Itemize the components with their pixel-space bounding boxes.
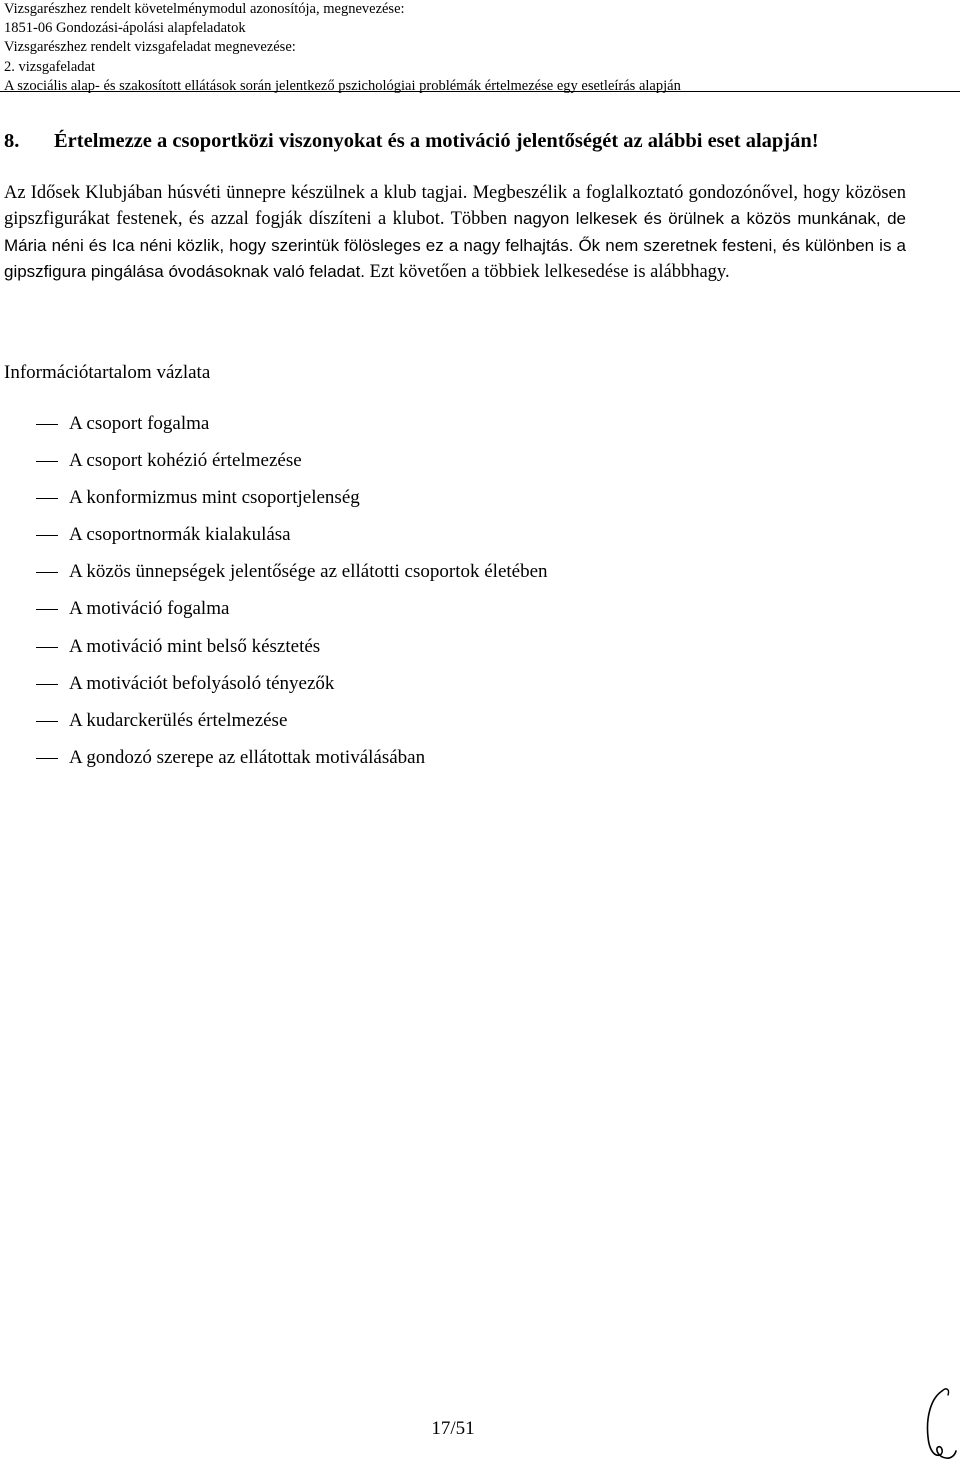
list-item [36, 522, 548, 559]
dash-bullet-icon [36, 721, 58, 722]
list-item-text: A konformizmus mint csoportjelenség [69, 487, 360, 509]
page-number: 17/51 [431, 1418, 475, 1439]
task-instruction: Értelmezze a csoportközi viszonyokat és a motiváció jelentőségét az alábbi eset alapján! [54, 130, 819, 152]
header-line-task-number: 2. vizsgafeladat [4, 58, 95, 75]
document-header [4, 0, 954, 96]
list-item-text: A csoport kohézió értelmezése [69, 450, 302, 472]
outline-heading: Információtartalom vázlata [4, 362, 211, 383]
outline-list [36, 411, 548, 782]
header-line-task-name: A szociális alap- és szakosított ellátások során jelentkező pszichológiai problémák értelmezése egy esetleírás alapján [4, 77, 681, 94]
list-item [36, 671, 548, 708]
case-text-part-3: Ezt követően a többiek lelkesedése is alábbhagy. [365, 262, 730, 283]
dash-bullet-icon [36, 609, 58, 610]
dash-bullet-icon [36, 572, 58, 573]
dash-bullet-icon [36, 461, 58, 462]
list-item [36, 448, 548, 485]
case-text-part-1: Az Idősek Klubjában húsvéti ünnepre készülnek a klub tagjai. Megbeszélik a foglalkoztató gondozónővel, hogy közösen gipszfigurákat festenek, és azzal fogják díszíteni a klubot. Többen [4, 183, 906, 230]
dash-bullet-icon [36, 684, 58, 685]
list-item [36, 634, 548, 671]
header-divider [0, 91, 960, 92]
header-line-module-name: 1851-06 Gondozási-ápolási alapfeladatok [4, 20, 246, 37]
list-item [36, 485, 548, 522]
list-item-text: A közös ünnepségek jelentősége az ellátotti csoportok életében [69, 561, 548, 583]
list-item-text: A motiváció mint belső késztetés [69, 635, 321, 657]
task-title [4, 128, 954, 154]
task-number: 8. [4, 130, 20, 152]
case-text-part-2: nagyon lelkesek és örülnek a közös munkának, de Mária néni és Ica néni közlik, hogy szerintük fölösleges ez a nagy felhajtás. Ők nem szeretnek festeni, és különben is a gipszfigura pingálása óvodásoknak való feladat. [4, 209, 906, 282]
list-item-text: A csoportnormák kialakulása [69, 524, 291, 546]
case-description [4, 180, 906, 286]
list-item [36, 596, 548, 633]
list-item [36, 708, 548, 745]
list-item-text: A motivációt befolyásoló tényezők [69, 672, 335, 694]
list-item [36, 411, 548, 448]
header-line-task-label: Vizsgarészhez rendelt vizsgafeladat megnevezése: [4, 39, 296, 56]
dash-bullet-icon [36, 535, 58, 536]
list-item [36, 559, 548, 596]
list-item [36, 745, 548, 782]
list-item-text: A csoport fogalma [69, 413, 210, 434]
list-item-text: A kudarckerülés értelmezése [69, 709, 288, 731]
list-item-text: A gondozó szerepe az ellátottak motiválásában [69, 746, 426, 768]
dash-bullet-icon [36, 647, 58, 648]
signature-mark [920, 1385, 960, 1463]
header-line-module-label: Vizsgarészhez rendelt követelménymodul azonosítója, megnevezése: [4, 1, 405, 17]
list-item-text: A motiváció fogalma [69, 598, 230, 620]
dash-bullet-icon [36, 424, 58, 425]
dash-bullet-icon [36, 498, 58, 499]
dash-bullet-icon [36, 758, 58, 759]
